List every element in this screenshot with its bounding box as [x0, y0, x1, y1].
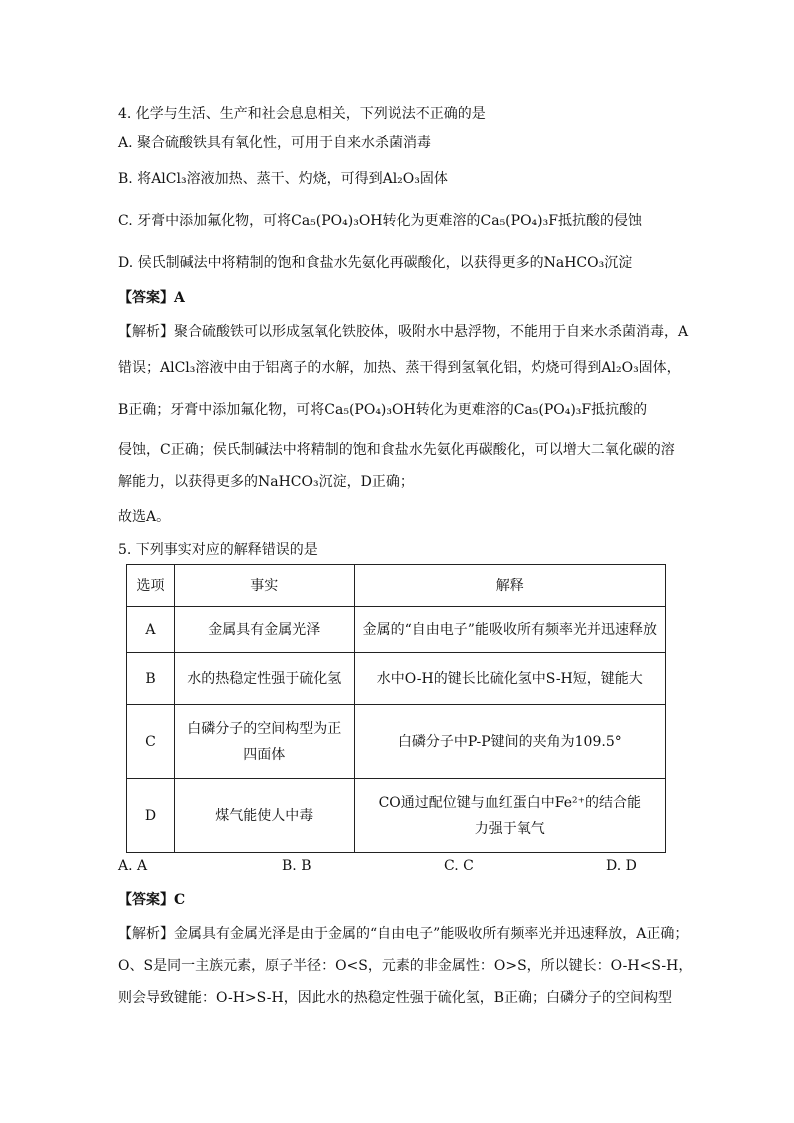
table-cell-fact: 煤气能使人中毒	[174, 779, 354, 853]
q4-explanation-line-4: 侵蚀，C正确；侯氏制碱法中将精制的饱和食盐水先氨化再碳酸化，可以增大二氧化碳的溶	[118, 442, 675, 458]
table-cell-fact: 水的热稳定性强于硫化氢	[174, 653, 354, 705]
table-cell-option: B	[127, 653, 175, 705]
table-header-row	[127, 565, 666, 607]
choice-d: D. D	[606, 858, 637, 874]
q5-answer: 【答案】C	[118, 892, 186, 908]
q5-explanation-line-3: 则会导致键能：O-H>S-H，因此水的热稳定性强于硫化氢，B正确；白磷分子的空间构型	[118, 990, 672, 1006]
choice-b: B. B	[282, 858, 312, 874]
q4-conclusion: 故选A。	[118, 509, 171, 525]
q4-explanation-line-2: 错误；AlCl₃溶液中由于铝离子的水解，加热、蒸干得到氢氧化铝，灼烧可得到Al₂O₃固体，	[118, 360, 681, 376]
q5-title: 5. 下列事实对应的解释错误的是	[118, 542, 318, 558]
table-cell-option: A	[127, 607, 175, 653]
table-cell-explanation: 金属的“自由电子”能吸收所有频率光并迅速释放	[354, 607, 665, 653]
table-row	[127, 653, 666, 705]
q4-option-a: A. 聚合硫酸铁具有氧化性，可用于自来水杀菌消毒	[118, 135, 432, 151]
q4-explanation-line-1: 【解析】聚合硫酸铁可以形成氢氧化铁胶体，吸附水中悬浮物，不能用于自来水杀菌消毒，A	[118, 324, 689, 340]
choice-a: A. A	[118, 858, 148, 874]
table-header-cell: 选项	[127, 565, 175, 607]
table-cell-explanation: 白磷分子中P-P键间的夹角为109.5°	[354, 705, 665, 779]
q5-table	[126, 564, 666, 853]
table-header-cell: 解释	[354, 565, 665, 607]
table-cell-option: D	[127, 779, 175, 853]
table-header-cell: 事实	[174, 565, 354, 607]
table-row	[127, 779, 666, 853]
table-cell-fact: 金属具有金属光泽	[174, 607, 354, 653]
table-cell-option: C	[127, 705, 175, 779]
q5-choices	[118, 858, 678, 878]
q4-explanation-line-5: 解能力，以获得更多的NaHCO₃沉淀，D正确；	[118, 474, 414, 490]
q5-explanation-line-1: 【解析】金属具有金属光泽是由于金属的“自由电子”能吸收所有频率光并迅速释放，A正确；	[118, 926, 689, 942]
table-cell-fact: 白磷分子的空间构型为正四面体	[174, 705, 354, 779]
q4-explanation-line-3: B正确；牙膏中添加氟化物，可将Ca₅(PO₄)₃OH转化为更难溶的Ca₅(PO₄)₃F抵抗酸的	[118, 402, 648, 418]
q4-title: 4. 化学与生活、生产和社会息息相关，下列说法不正确的是	[118, 106, 486, 122]
q4-option-d: D. 侯氏制碱法中将精制的饱和食盐水先氨化再碳酸化，以获得更多的NaHCO₃沉淀	[118, 255, 633, 271]
table-cell-explanation: 水中O-H的键长比硫化氢中S-H短，键能大	[354, 653, 665, 705]
choice-c: C. C	[444, 858, 474, 874]
q5-explanation-line-2: O、S是同一主族元素，原子半径：O<S，元素的非金属性：O>S，所以键长：O-H<S-H，	[118, 958, 693, 974]
table-cell-explanation: CO通过配位键与血红蛋白中Fe²⁺的结合能力强于氧气	[354, 779, 665, 853]
q4-answer: 【答案】A	[118, 290, 185, 306]
q4-option-c: C. 牙膏中添加氟化物，可将Ca₅(PO₄)₃OH转化为更难溶的Ca₅(PO₄)₃F抵抗酸的侵蚀	[118, 213, 642, 229]
table-row	[127, 705, 666, 779]
q4-option-b: B. 将AlCl₃溶液加热、蒸干、灼烧，可得到Al₂O₃固体	[118, 171, 448, 187]
table-row	[127, 607, 666, 653]
